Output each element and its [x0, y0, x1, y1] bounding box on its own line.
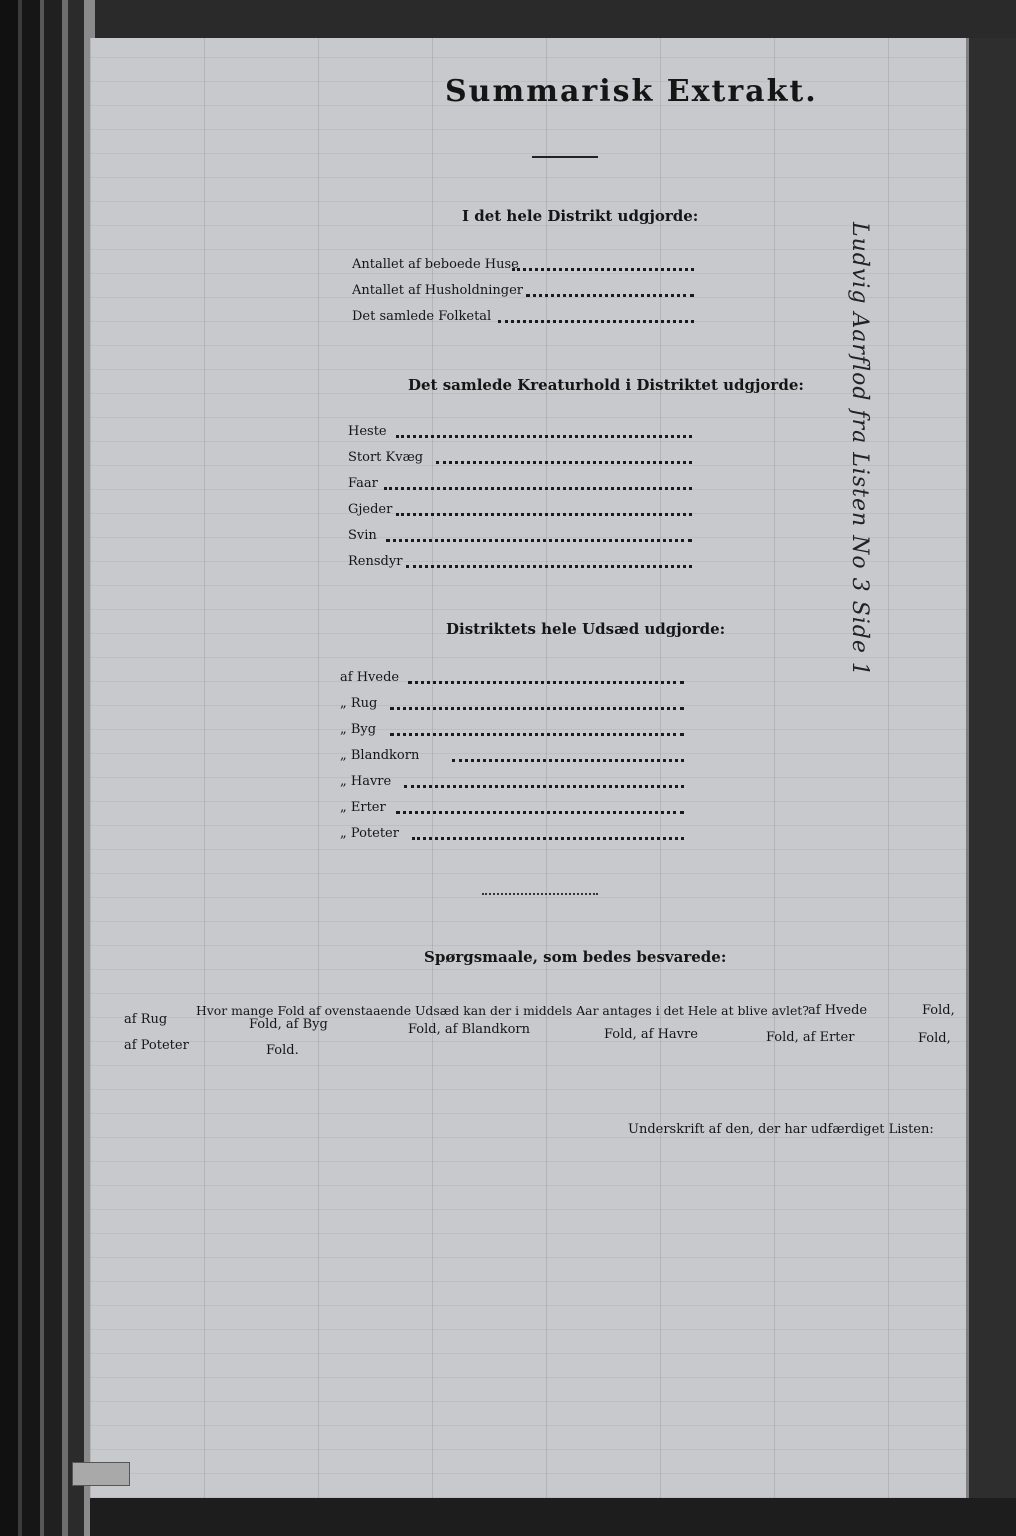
dot-leader	[386, 539, 692, 542]
district-item: Antallet af beboede Huse	[352, 257, 519, 272]
question-text: Hvor mange Fold af ovenstaaende Udsæd kan der i middels Aar antages i det Hele at blive avlet?	[196, 1003, 809, 1018]
dot-leader	[498, 320, 694, 323]
document-page	[90, 38, 968, 1498]
page-edge-right	[966, 38, 1016, 1498]
fold-label: Fold, af Havre	[604, 1027, 698, 1042]
wavy-divider	[482, 893, 598, 898]
archive-tab	[72, 1462, 130, 1486]
fold-label: Fold,	[918, 1031, 951, 1046]
seed-item: „ Poteter	[340, 826, 399, 841]
dot-leader	[436, 461, 692, 464]
seed-item: „ Erter	[340, 800, 386, 815]
fold-label: Fold.	[266, 1043, 299, 1058]
page-title: Summarisk Extrakt.	[445, 74, 818, 109]
title-rule	[532, 156, 598, 158]
seed-item: af Hvede	[340, 670, 400, 685]
district-item: Antallet af Husholdninger	[352, 283, 523, 298]
seed-item: „ Rug	[340, 696, 378, 711]
dot-leader	[396, 435, 692, 438]
dot-leader	[390, 707, 684, 710]
seed-item: „ Byg	[340, 722, 377, 737]
book-binding	[0, 0, 95, 1536]
dot-leader	[412, 837, 684, 840]
dot-leader	[390, 733, 684, 736]
district-heading: I det hele Distrikt udgjorde:	[462, 207, 699, 225]
dot-leader	[396, 811, 684, 814]
dot-leader	[384, 487, 692, 490]
fold-label: Fold, af Blandkorn	[408, 1022, 531, 1037]
livestock-item: Stort Kvæg	[348, 450, 424, 465]
fold-label: af Hvede	[808, 1003, 868, 1018]
fold-label: Fold, af Byg	[249, 1017, 328, 1032]
livestock-item: Gjeder	[348, 502, 393, 517]
livestock-item: Heste	[348, 424, 387, 439]
seed-item: „ Blandkorn	[340, 748, 420, 763]
livestock-item: Svin	[348, 528, 377, 543]
page-edge-bottom	[90, 1498, 1016, 1536]
district-item: Det samlede Folketal	[352, 309, 492, 324]
livestock-item: Faar	[348, 476, 378, 491]
dot-leader	[408, 681, 684, 684]
seed-heading: Distriktets hele Udsæd udgjorde:	[446, 620, 726, 638]
livestock-item: Rensdyr	[348, 554, 403, 569]
fold-label: Fold,	[922, 1003, 955, 1018]
dot-leader	[404, 785, 684, 788]
signature-label: Underskrift af den, der har udfærdiget Listen:	[628, 1122, 934, 1137]
livestock-heading: Det samlede Kreaturhold i Distriktet udgjorde:	[408, 376, 804, 394]
dot-leader	[396, 513, 692, 516]
dot-leader	[406, 565, 692, 568]
fold-label: af Rug	[124, 1012, 168, 1027]
handwritten-note: Ludvig Aarflod fra Listen No 3 Side 1	[847, 222, 872, 677]
dot-leader	[526, 294, 694, 297]
questions-heading: Spørgsmaale, som bedes besvarede:	[424, 948, 727, 966]
seed-item: „ Havre	[340, 774, 392, 789]
fold-label: af Poteter	[124, 1038, 189, 1053]
dot-leader	[512, 268, 694, 271]
dot-leader	[452, 759, 684, 762]
fold-label: Fold, af Erter	[766, 1030, 855, 1045]
